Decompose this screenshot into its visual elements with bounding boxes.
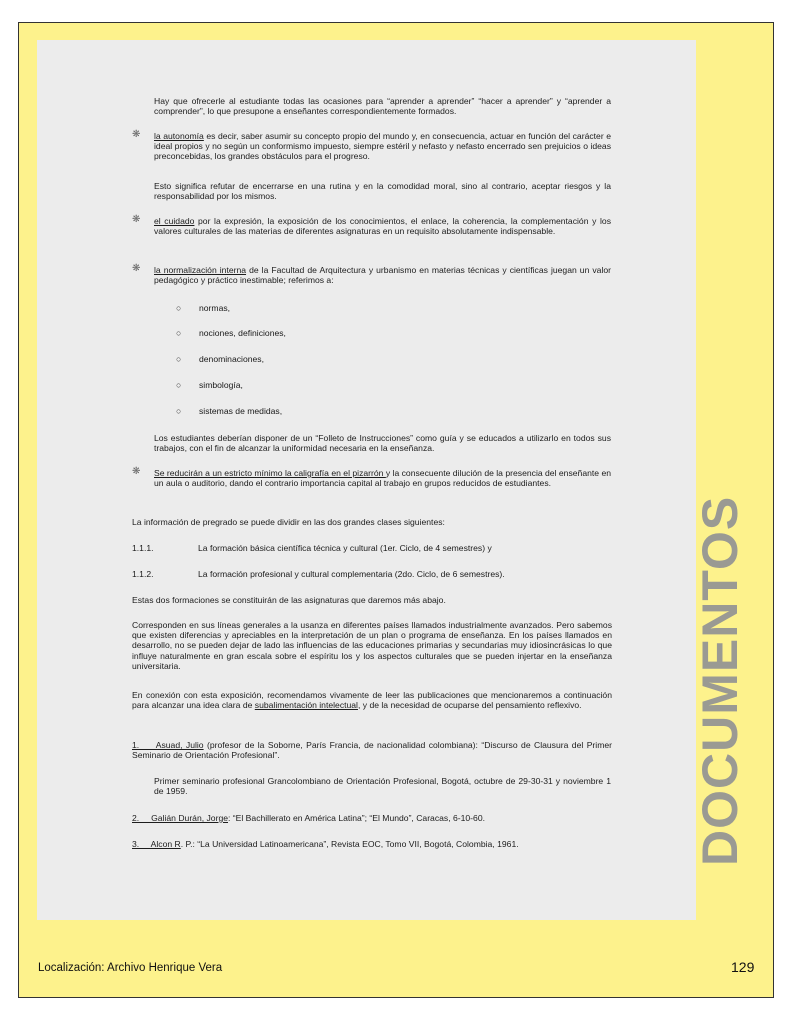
reference-2: 2. Galián Durán, Jorge: “El Bachillerato en América Latina”; “El Mundo”, Caracas, 6-10-60. <box>132 813 485 823</box>
bullet-autonomia: la autonomía es decir, saber asumir su concepto propio del mundo y, en consecuencia, actuar en función del carácter e ideal propios y no según un conformismo impuesto, siempre estéril y nefasto y nefasto encerrado sen prejuicios o ideas preconcebidas, los grandes obstáculos para el progreso. <box>154 131 611 162</box>
numbered-text: La formación básica científica técnica y cultural (1er. Ciclo, de 4 semestres) y <box>198 543 492 553</box>
bullet-icon: ❋ <box>132 263 141 274</box>
list-item: normas, <box>199 303 231 313</box>
side-title: DOCUMENTOS <box>692 495 748 866</box>
bullet-cuidado: el cuidado por la expresión, la exposición de los conocimientos, el enlace, la coherencia, la complementación y los valores culturales de las materias de diferentes asignaturas en un requisito absolutamente indispensable. <box>154 216 611 237</box>
reference-1-detail: Primer seminario profesional Grancolombiano de Orientación Profesional, Bogotá, octubre de 29-30-31 y noviembre 1 de 1959. <box>154 776 611 797</box>
yellow-page <box>18 22 774 998</box>
reference-3: 3. Alcon R. P.: “La Universidad Latinoamericana”, Revista EOC, Tomo VII, Bogotá, Colombia, 1961. <box>132 839 519 849</box>
numbered-label: 1.1.1. <box>132 543 154 553</box>
list-item: nociones, definiciones, <box>199 328 286 338</box>
list-item: denominaciones, <box>199 354 264 364</box>
bullet-caligrafia: Se reducirán a un estricto mínimo la caligrafía en el pizarrón y la consecuente dilución de la presencia del enseñante en un aula o auditorio, dando el contrario importancia capital al trabajo en grupos reducidos de estudiantes. <box>154 468 612 489</box>
paragraph-formaciones: Estas dos formaciones se constituirán de las asignaturas que daremos más abajo. <box>132 595 446 605</box>
page-number: 129 <box>731 959 755 975</box>
numbered-label: 1.1.2. <box>132 569 154 579</box>
bullet-normalizacion: la normalización interna de la Facultad de Arquitectura y urbanismo en materias técnicas y científicas juegan un valor pedagógico y práctico inestimable; referimos a: <box>154 265 611 286</box>
paragraph-intro: Hay que ofrecerle al estudiante todas las ocasiones para “aprender a aprender” “hacer a aprender” y “aprender a comprender”, lo que presupone a enseñantes correspondientemente formados. <box>154 96 611 117</box>
bullet-icon: ❋ <box>132 466 141 477</box>
list-bullet-icon: ○ <box>176 354 182 364</box>
list-bullet-icon: ○ <box>176 380 182 390</box>
list-bullet-icon: ○ <box>176 406 182 416</box>
list-bullet-icon: ○ <box>176 328 182 338</box>
footer-source: Localización: Archivo Henrique Vera <box>38 962 223 974</box>
paragraph-folleto: Los estudiantes deberían disponer de un “Folleto de Instrucciones” como guía y se educados a utilizarlo en todos sus trabajos, con el fin de alcanzar la uniformidad necesaria en la enseñanza. <box>154 433 611 454</box>
reference-1: 1. Asuad, Julio (profesor de la Soborne, París Francia, de nacionalidad colombiana): “Discurso de Clausura del Primer Seminario de Orientación Profesional”. <box>132 740 612 761</box>
numbered-text: La formación profesional y cultural complementaria (2do. Ciclo, de 6 semestres). <box>198 569 505 579</box>
list-item: simbología, <box>199 380 243 390</box>
bullet-icon: ❋ <box>132 129 141 140</box>
list-item: sistemas de medidas, <box>199 406 283 416</box>
bullet-icon: ❋ <box>132 214 141 225</box>
paragraph-pregrado: La información de pregrado se puede dividir en las dos grandes clases siguientes: <box>132 517 445 527</box>
list-bullet-icon: ○ <box>176 303 182 313</box>
paragraph-refutar: Esto significa refutar de encerrarse en una rutina y en la comodidad moral, sino al contrario, aceptar riesgos y la responsabilidad por los mismos. <box>154 181 611 202</box>
paragraph-conexion: En conexión con esta exposición, recomendamos vivamente de leer las publicaciones que mencionaremos a continuación para alcanzar una idea clara de subalimentación intelectual, y de la necesidad de ocuparse del pensamiento reflexivo. <box>132 690 612 711</box>
paragraph-corresponden: Corresponden en sus líneas generales a la usanza en diferentes países llamados industrialmente avanzados. Pero sabemos que existen diferencias y apreciables en la interpretación de un plan o programa de enseñanza. En los países llamados en desarrollo, no se pueden dejar de lado las influencias de las educaciones primarias y secundarias muy idiosincrásicas lo que influye naturalmente en gran escala sobre el espíritu los y los aspectos culturales que se pueden injertar en la enseñanza universitaria. <box>132 620 612 671</box>
